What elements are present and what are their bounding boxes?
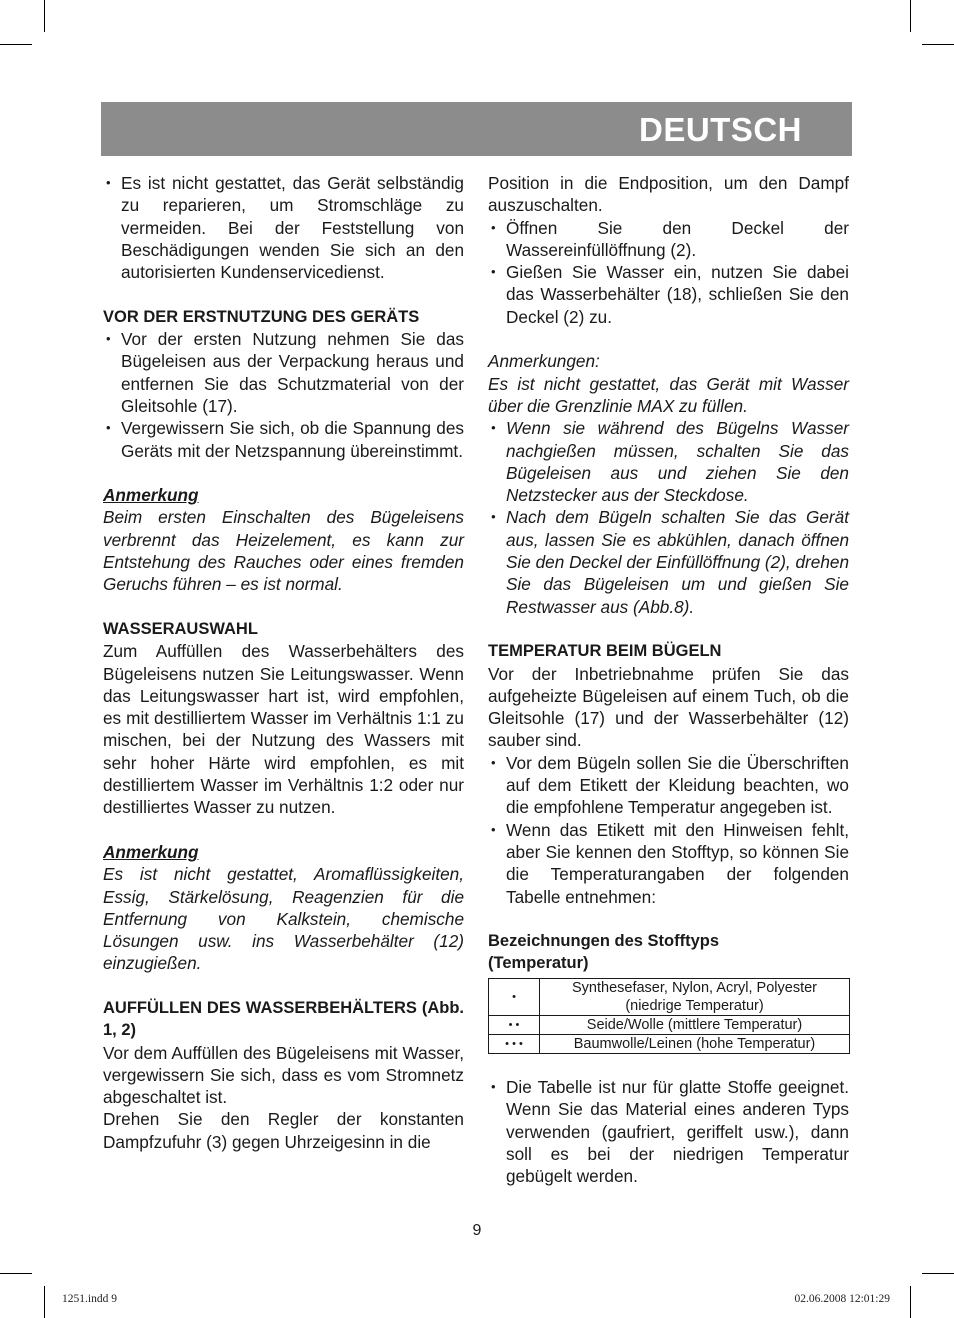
crop-mark	[44, 1286, 45, 1318]
note-label: Anmerkung	[103, 841, 199, 862]
fabric-type-table	[488, 978, 850, 1054]
list-item: • Es ist nicht gestattet, das Gerät selbständig zu reparieren, um Stromschläge zu vermeiden. Bei der Feststellung von Beschädigungen wenden Sie sich an den autorisierten Kundenservicedienst.	[103, 172, 464, 283]
paragraph: Vor der Inbetriebnahme prüfen Sie das aufgeheizte Bügeleisen auf einem Tuch, ob die Gleitsohle (17) und der Wasserbehälter (12) sauber sind.	[488, 663, 849, 751]
crop-mark	[922, 44, 954, 45]
bullet-list	[488, 752, 849, 908]
language-banner	[101, 102, 852, 156]
list-item: • Nach dem Bügeln schalten Sie das Gerät aus, lassen Sie es abkühlen, danach öffnen Sie den Deckel der Einfüllöffnung (2), drehen Sie das Bügeleisen um und gießen Sie Restwasser aus (Abb.8).	[488, 506, 849, 617]
paragraph: Vor dem Auffüllen des Bügeleisens mit Wasser, vergewissern Sie sich, dass es vom Stromnetz abgeschaltet ist.	[103, 1042, 464, 1108]
table-title: (Temperatur)	[488, 954, 589, 973]
table-cell: Baumwolle/Leinen (hohe Temperatur)	[540, 1034, 850, 1053]
page-number: 9	[472, 1222, 482, 1239]
table-row	[489, 978, 850, 1015]
note-text: Beim ersten Einschalten des Bügeleisens verbrennt das Heizelement, es kann zur Entstehung des Rauches oder eines fremden Geruchs führen – es ist normal.	[103, 507, 464, 595]
section-heading: WASSERAUSWAHL	[103, 619, 258, 638]
section-heading: VOR DER ERSTNUTZUNG DES GERÄTS	[103, 307, 420, 326]
temperature-dots: •	[489, 978, 540, 1015]
temperature-dots: • • •	[489, 1034, 540, 1053]
date-slug: 02.06.2008 12:01:29	[794, 1293, 890, 1305]
table-row	[489, 1015, 850, 1034]
temperature-dots: • •	[489, 1015, 540, 1034]
right-column	[488, 172, 849, 1187]
crop-mark	[922, 1273, 954, 1274]
list-item: • Gießen Sie Wasser ein, nutzen Sie dabei das Wasserbehälter (18), schließen Sie den Deckel (2) zu.	[488, 261, 849, 328]
paragraph: Zum Auffüllen des Wasserbehälters des Bügeleisens nutzen Sie Leitungswasser. Wenn das Leitungswasser hart ist, wird empfohlen, es mit destilliertem Wasser im Verhältnis 1:1 zu mischen, bei der Nutzung des Wassers mit sehr hoher Härte wird empfohlen, es mit destilliertem Wasser im Verhältnis 1:2 oder nur destilliertes Wasser zu nutzen.	[103, 641, 464, 818]
note-text: Es ist nicht gestattet, Aromaflüssigkeiten, Essig, Stärkelösung, Reagenzien für die Entfernung von Kalkstein, chemische Lösungen usw. ins Wasserbehälter (12) einzugießen.	[103, 864, 464, 974]
crop-mark	[0, 1273, 32, 1274]
crop-mark	[44, 0, 45, 32]
table-cell: Seide/Wolle (mittlere Temperatur)	[540, 1015, 850, 1034]
paragraph: Drehen Sie den Regler der konstanten Dampfzufuhr (3) gegen Uhrzeigesinn in die	[103, 1109, 464, 1152]
table-cell: Synthesefaser, Nylon, Acryl, Polyester (niedrige Temperatur)	[540, 978, 850, 1015]
crop-mark	[910, 1286, 911, 1318]
note-text: Es ist nicht gestattet, das Gerät mit Wasser über die Grenzlinie MAX zu füllen.	[488, 373, 849, 416]
file-slug: 1251.indd 9	[62, 1293, 117, 1305]
crop-mark	[0, 44, 32, 45]
table-title: Bezeichnungen des Stofftyps	[488, 932, 720, 951]
list-item: • Die Tabelle ist nur für glatte Stoffe geeignet. Wenn Sie das Material eines anderen Typs verwenden (gaufriert, geriffelt usw.), dann soll es bei der niedrigen Temperatur gebügelt werden.	[488, 1076, 849, 1187]
bullet-list	[488, 1076, 849, 1187]
bullet-list	[103, 328, 464, 462]
list-item: • Vor der ersten Nutzung nehmen Sie das Bügeleisen aus der Verpackung heraus und entfernen Sie das Schutzmaterial von der Gleitsohle (17).	[103, 328, 464, 417]
left-column	[103, 172, 464, 1153]
table-row	[489, 1034, 850, 1053]
list-item: • Vor dem Bügeln sollen Sie die Überschriften auf dem Etikett der Kleidung beachten, wo die empfohlene Temperatur angegeben ist.	[488, 752, 849, 819]
bullet-list	[103, 172, 464, 283]
notes-label: Anmerkungen:	[488, 351, 600, 372]
list-item: • Wenn das Etikett mit den Hinweisen fehlt, aber Sie kennen den Stofftyp, so können Sie die Temperaturangaben der folgenden Tabelle entnehmen:	[488, 819, 849, 908]
section-heading: AUFFÜLLEN DES WASSERBEHÄLTERS (Abb. 1, 2)	[103, 998, 464, 1040]
bullet-list	[488, 417, 849, 618]
crop-mark	[910, 0, 911, 32]
note-label: Anmerkung	[103, 485, 199, 506]
page-title: DEUTSCH	[638, 111, 802, 148]
list-item: • Vergewissern Sie sich, ob die Spannung des Geräts mit der Netzspannung übereinstimmt.	[103, 417, 464, 462]
section-heading: TEMPERATUR BEIM BÜGELN	[488, 642, 722, 661]
paragraph: Position in die Endposition, um den Dampf auszuschalten.	[488, 173, 849, 216]
list-item: • Wenn sie während des Bügelns Wasser nachgießen müssen, schalten Sie das Bügeleisen aus und ziehen Sie den Netzstecker aus der Steckdose.	[488, 417, 849, 506]
bullet-list	[488, 217, 849, 328]
list-item: • Öffnen Sie den Deckel der Wassereinfüllöffnung (2).	[488, 217, 849, 262]
